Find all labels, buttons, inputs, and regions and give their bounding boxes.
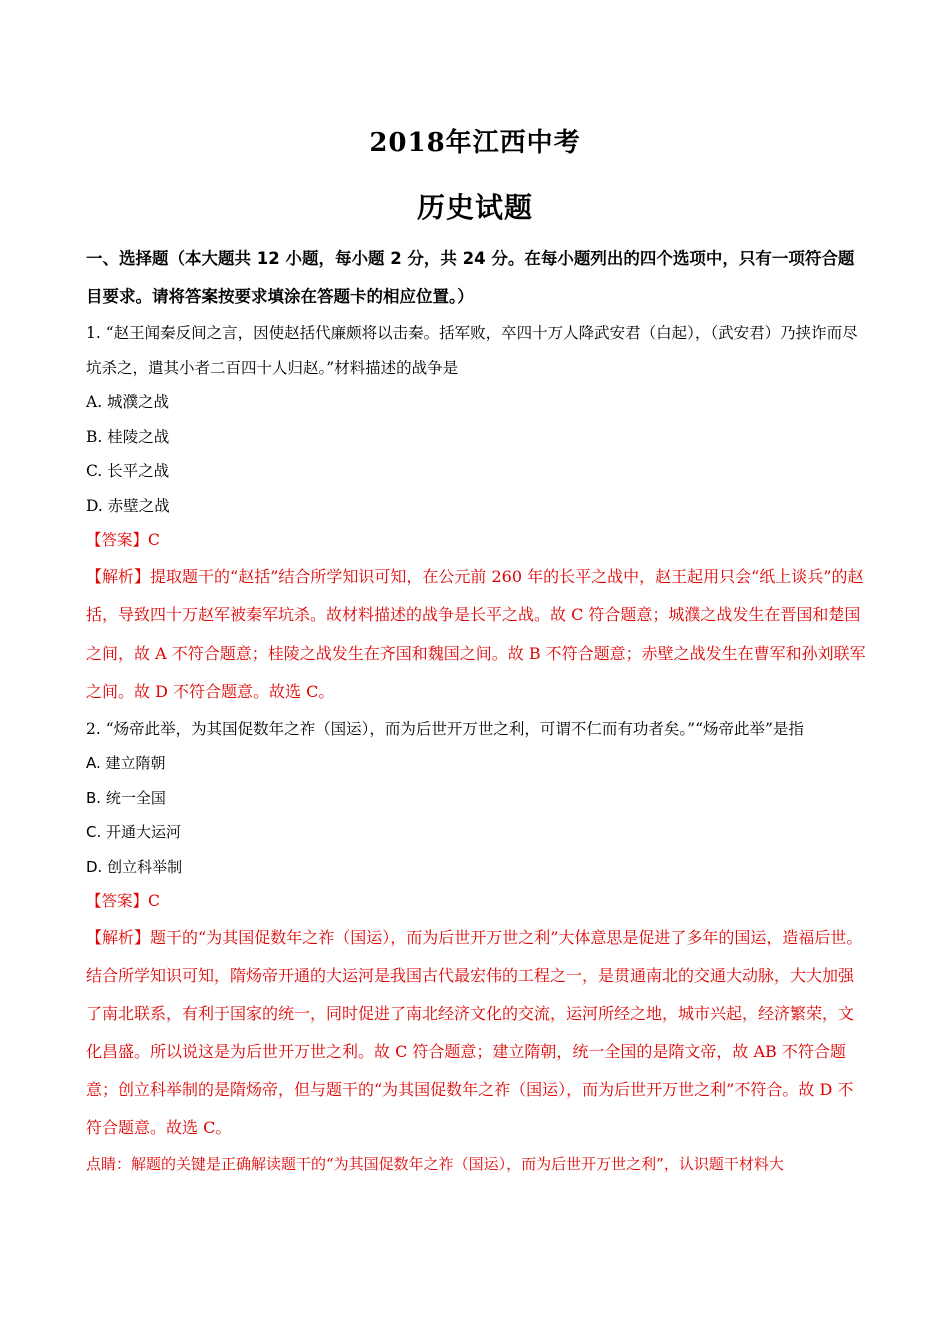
option-c: C. 开通大运河 [86, 823, 182, 841]
answer-label: 【答案】 [86, 892, 149, 910]
analysis-text: 题干的“为其国促数年之祚（国运），而为后世开万世之利”大体意思是促进了多年的国运，造福后世。结合所学知识可知，隋炀帝开通的大运河是我国古代最宏伟的工程之一，是贯通南北的交通大动脉，大大加强了南北联系，有利于国家的统一，同时促进了南北经济文化的交流，运河所经之地，城市兴起，经济繁荣，文化昌盛。所以说这是为后世开万世之利。故 C 符合题意；建立隋朝，统一全国的是隋文帝，故 AB 不符合题意；创立科举制的是隋炀帝，但与题干的“为其国促数年之祚（国运），而为后世开万世之利”不符合。故 D 不符合题意。故选 C。 [86, 927, 863, 1137]
answer-value: C [148, 531, 160, 549]
option-d: D. 创立科举制 [86, 857, 183, 876]
answer-line [86, 884, 868, 919]
answer-value: C [148, 892, 160, 910]
analysis-paragraph [86, 558, 868, 712]
analysis-label: 【解析】 [86, 566, 151, 586]
section-instruction: 一、选择题（本大题共 12 小题，每小题 2 分，共 24 分。在每小题列出的四个选项中，只有一项符合题目要求。请将答案按要求填涂在答题卡的相应位置。） [86, 249, 855, 306]
question-1 [86, 316, 868, 712]
option-b: B. 桂陵之战 [86, 427, 170, 446]
question-stem: 1. “赵王闻秦反间之言，因使赵括代廉颇将以击秦。括军败，卒四十万人降武安君（白起），（武安君）乃挟诈而尽坑杀之，遣其小者二百四十人归赵。”材料描述的战争是 [86, 324, 858, 377]
document-body [86, 240, 868, 1181]
analysis-text: 提取题干的“赵括”结合所学知识可知，在公元前 260 年的长平之战中，赵王起用只会“纸上谈兵”的赵括，导致四十万赵军被秦军坑杀。故材料描述的战争是长平之战。故 C 符合题意；城濮之战发生在晋国和楚国之间，故 A 不符合题意；桂陵之战发生在齐国和魏国之间。故 B 不符合题意；赤壁之战发生在曹军和孙刘联军之间。故 D 不符合题意。故选 C。 [86, 566, 866, 701]
question-2 [86, 712, 868, 1181]
option-b: B. 统一全国 [86, 788, 166, 807]
option-a: A. 建立隋朝 [86, 754, 166, 772]
answer-line [86, 523, 868, 558]
analysis-label: 【解析】 [86, 927, 151, 947]
answer-label: 【答案】 [86, 531, 149, 549]
option-a: A. 城濮之战 [86, 393, 170, 411]
tip-note: 点睛：解题的关键是正确解读题干的“为其国促数年之祚（国运），而为后世开万世之利”，认识题干材料大 [86, 1154, 784, 1173]
question-stem: 2. “炀帝此举，为其国促数年之祚（国运），而为后世开万世之利，可谓不仁而有功者矣。”“炀帝此举”是指 [86, 719, 804, 738]
option-c: C. 长平之战 [86, 462, 170, 480]
analysis-paragraph [86, 919, 868, 1147]
option-d: D. 赤壁之战 [86, 496, 170, 515]
document-subtitle: 历史试题 [416, 191, 533, 224]
document-title: 2018年江西中考 [369, 128, 581, 158]
